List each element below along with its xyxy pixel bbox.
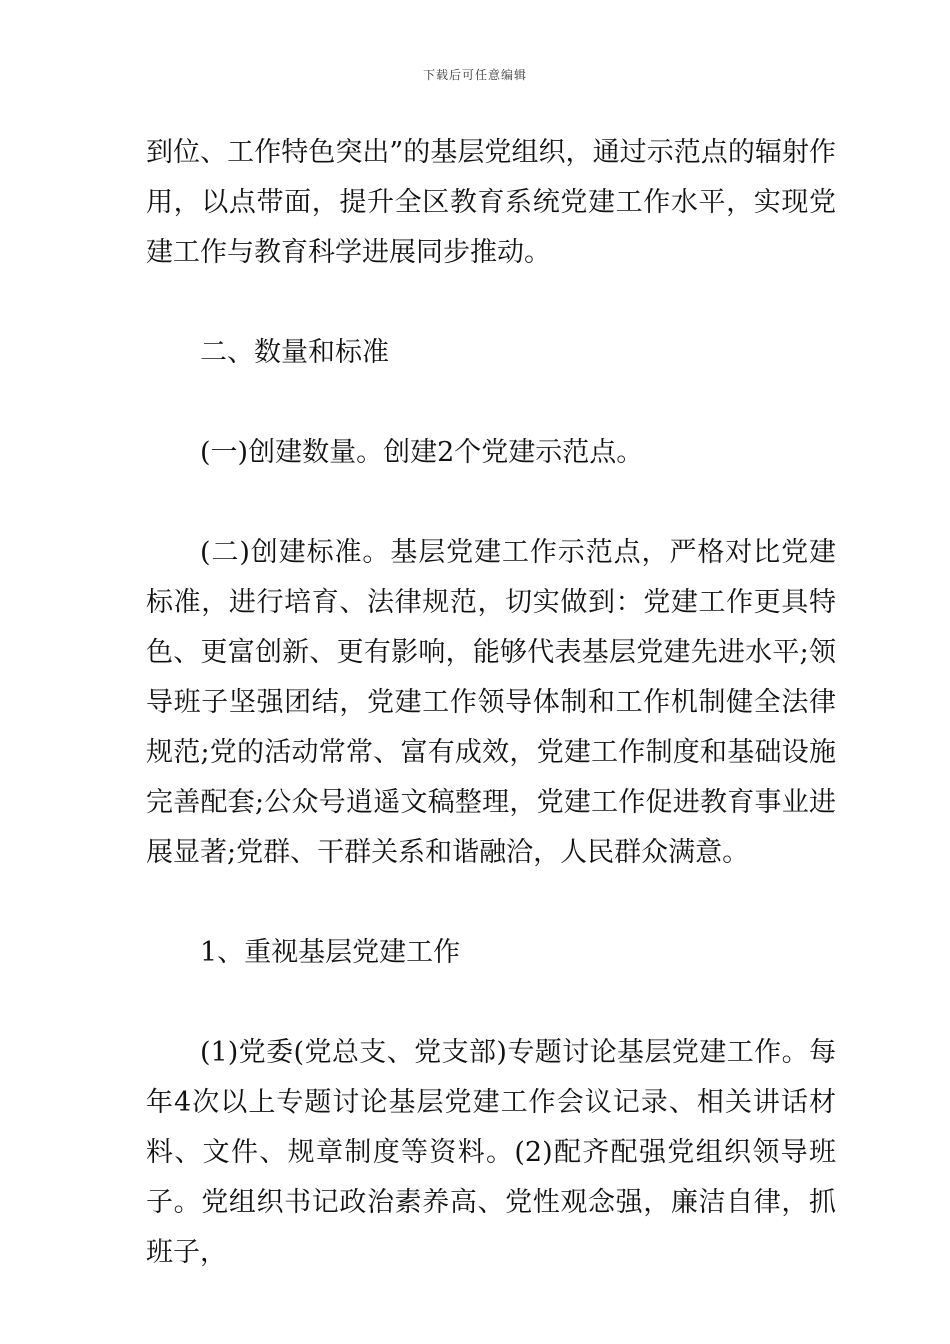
subsection-body-grassroots: (1)党委(党总支、党支部)专题讨论基层党建工作。每年4次以上专题讨论基层党建工作会议记录、相关讲话材料、文件、规章制度等资料。(2)配齐配强党组织领导班子。党组织书记政治素养高、党性观念强，廉洁自律，抓班子， [146,1037,836,1268]
document-body [146,128,836,1278]
page-header: 下载后可任意编辑 [422,68,527,82]
spacer [146,378,836,428]
intro-paragraph: 到位、工作特色突出”的基层党组织，通过示范点的辐射作用，以点带面，提升全区教育系统党建工作水平，实现党建工作与教育科学进展同步推动。 [146,137,836,268]
spacer [146,878,836,928]
spacer [146,478,836,528]
spacer [146,978,836,1028]
spacer [146,278,836,328]
subsection-heading-grassroots: 1、重视基层党建工作 [200,937,461,968]
item-creation-quantity: (一)创建数量。创建2个党建示范点。 [200,437,644,468]
section-heading-quantity-standards: 二、数量和标准 [200,337,389,368]
item-creation-standards: (二)创建标准。基层党建工作示范点，严格对比党建标准，进行培育、法律规范，切实做到：党建工作更具特色、更富创新、更有影响，能够代表基层党建先进水平;领导班子坚强团结，党建工作领导体制和工作机制健全法律规范;党的活动常常、富有成效，党建工作制度和基础设施完善配套;公众号逍遥文稿整理，党建工作促进教育事业进展显著;党群、干群关系和谐融洽，人民群众满意。 [146,537,836,868]
